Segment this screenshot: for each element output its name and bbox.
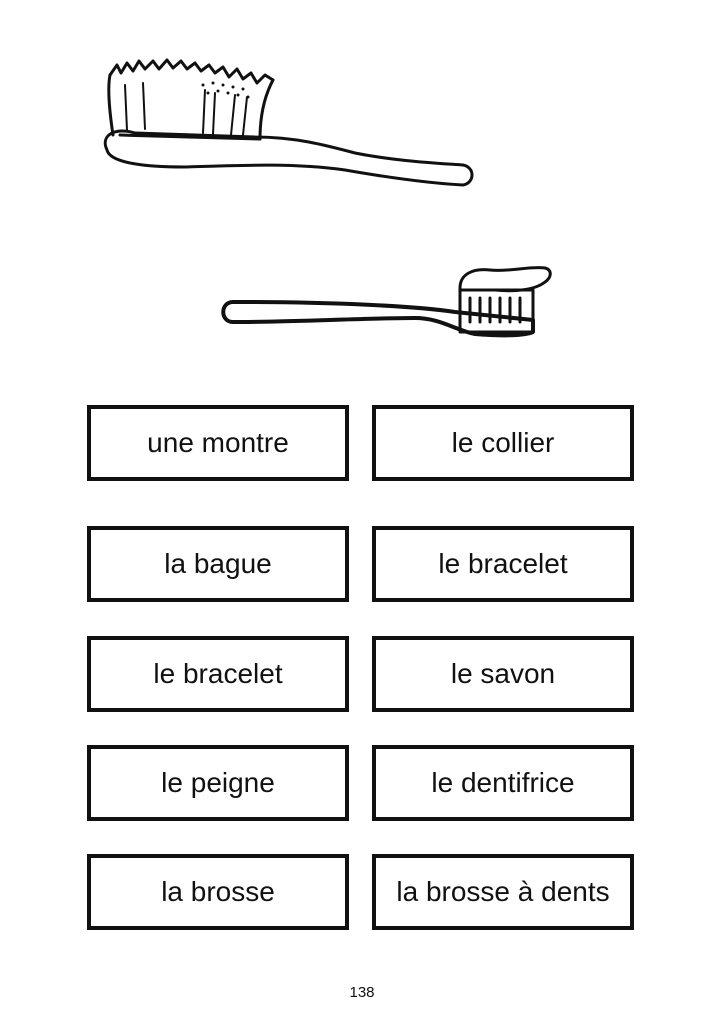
page-number: 138 xyxy=(349,984,375,1001)
word-card-la-bague: la bague xyxy=(87,526,349,602)
hairbrush-icon xyxy=(95,55,480,190)
word-card-le-collier: le collier xyxy=(372,405,634,481)
word-card-le-savon: le savon xyxy=(372,636,634,712)
word-card-la-brosse-a-dents: la brosse à dents xyxy=(372,854,634,930)
word-card-une-montre: une montre xyxy=(87,405,349,481)
word-card-le-bracelet-2: le bracelet xyxy=(87,636,349,712)
word-card-le-peigne: le peigne xyxy=(87,745,349,821)
word-card-la-brosse: la brosse xyxy=(87,854,349,930)
word-card-le-dentifrice: le dentifrice xyxy=(372,745,634,821)
toothbrush-with-paste-icon xyxy=(215,260,555,345)
word-card-le-bracelet: le bracelet xyxy=(372,526,634,602)
